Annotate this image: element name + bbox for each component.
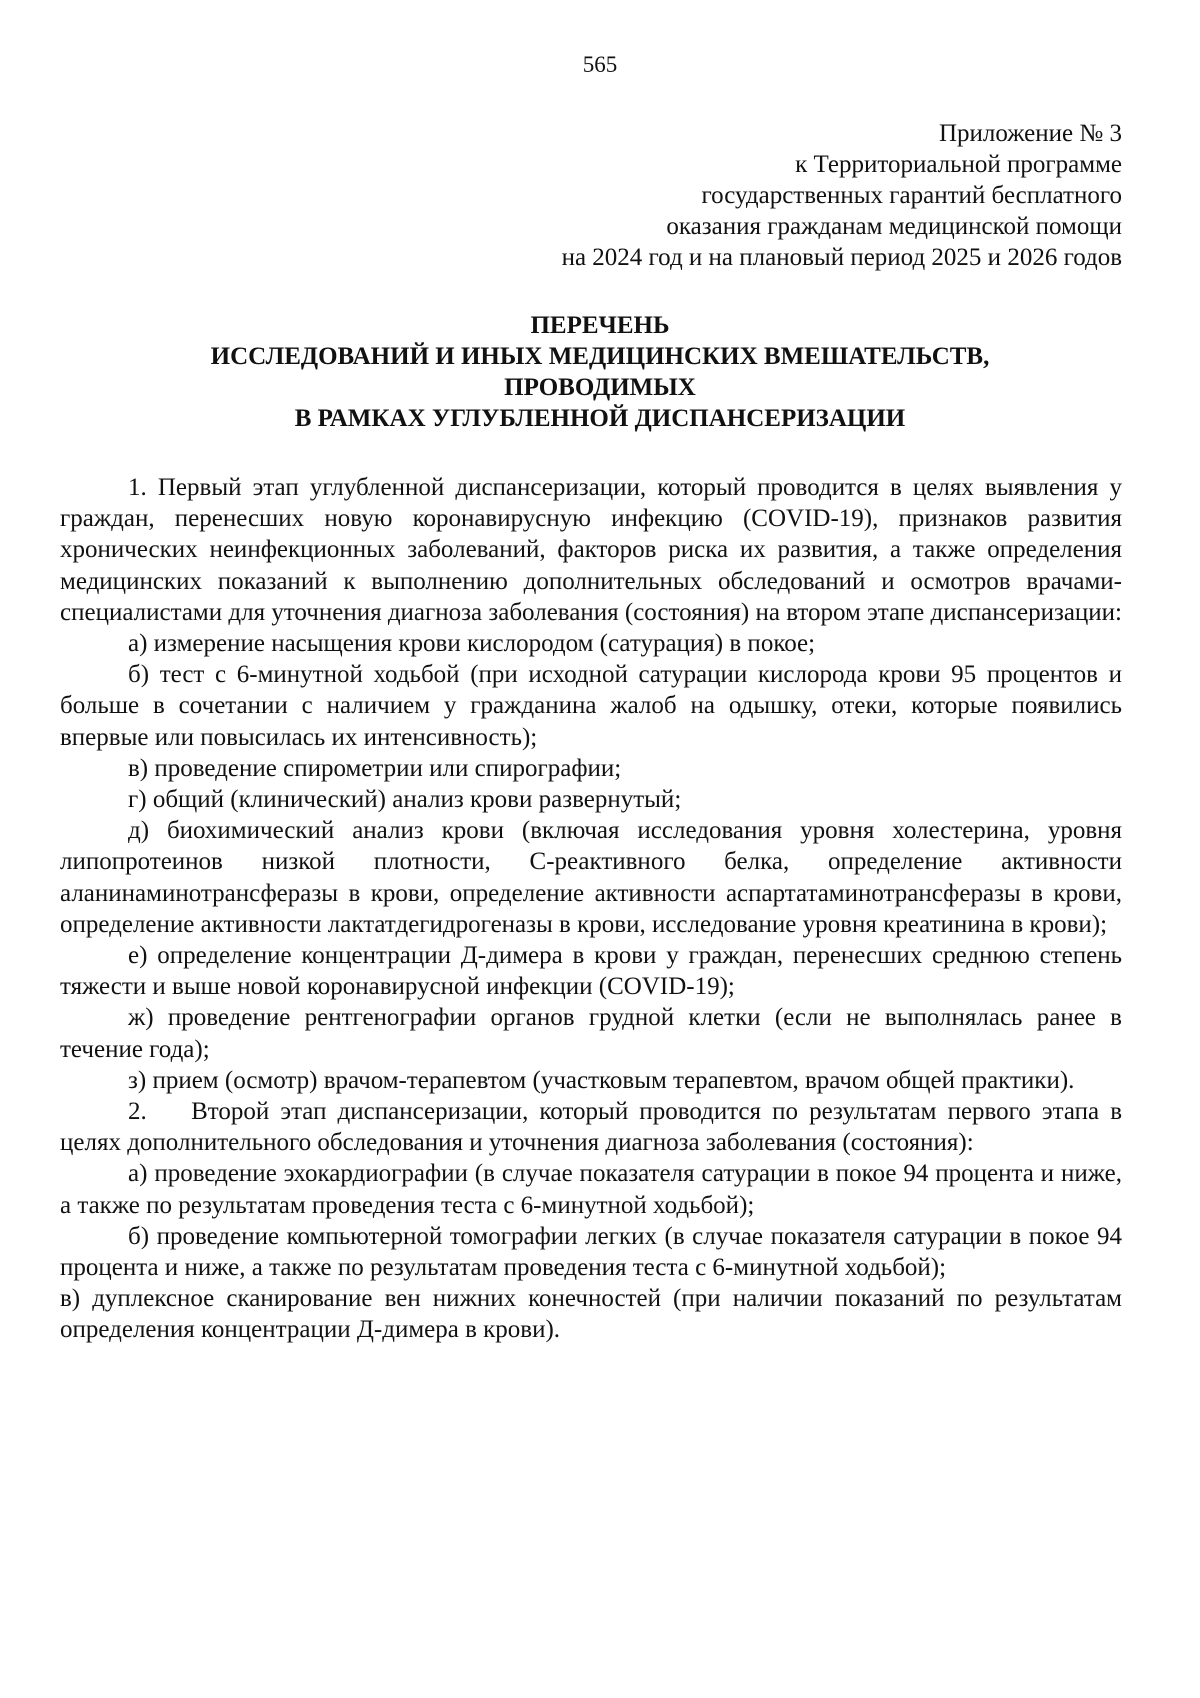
list-item-1e: д) биохимический анализ крови (включая исследования уровня холестерина, уровня липопротеинов низкой плотности, С-реактивного белка, определение активности аланинаминотрансферазы в крови, определение активности аспартатаминотрансферазы в крови, определение активности лактатдегидрогеназы в крови, исследование уровня креатинина в крови);: [60, 817, 1122, 938]
paragraph-stage-2: 2. Второй этап диспансеризации, который проводится по результатам первого этапа в целях дополнительного обследования и уточнения диагноза заболевания (состояния):: [60, 1098, 1129, 1157]
title-line: ИССЛЕДОВАНИЙ И ИНЫХ МЕДИЦИНСКИХ ВМЕШАТЕЛЬСТВ,: [210, 343, 990, 370]
list-item-2b: б) проведение компьютерной томографии легких (в случае показателя сатурации в покое 94 процента и ниже, а также по результатам проведения теста с 6-минутной ходьбой);: [60, 1222, 1122, 1282]
list-item-2a: а) проведение эхокардиографии (в случае показателя сатурации в покое 94 процента и ниже, а также по результатам проведения теста с 6-минутной ходьбой);: [60, 1160, 1122, 1219]
title-line: В РАМКАХ УГЛУБЛЕННОЙ ДИСПАНСЕРИЗАЦИИ: [294, 405, 906, 432]
appendix-line: Приложение № 3: [938, 120, 1122, 147]
title-line: ПРОВОДИМЫХ: [504, 374, 696, 401]
page-number: 565: [582, 52, 618, 77]
document-title: [0, 310, 1200, 434]
appendix-line: на 2024 год и на плановый период 2025 и 2026 годов: [561, 244, 1122, 271]
paragraph-stage-1: 1. Первый этап углубленной диспансеризации, который проводится в целях выявления у граждан, перенесших новую коронавирусную инфекцию (COVID-19), признаков развития хронических неинфекционных заболеваний, факторов риска их развития, а также определения медицинских показаний к выполнению дополнительных обследований и осмотров врачами-специалистами для уточнения диагноза заболевания (состояния) на втором этапе диспансеризации:: [60, 474, 1122, 626]
list-item-1a: а) измерение насыщения крови кислородом (сатурация) в покое;: [128, 630, 816, 658]
list-item-1c: в) проведение спирометрии или спирографии;: [128, 754, 622, 782]
list-item-1h: з) прием (осмотр) врачом-терапевтом (участковым терапевтом, врачом общей практики).: [128, 1066, 1075, 1094]
document-body: [60, 472, 1129, 1346]
list-item-1d: г) общий (клинический) анализ крови развернутый;: [128, 786, 682, 814]
list-item-1f: е) определение концентрации Д-димера в крови у граждан, перенесших среднюю степень тяжести и выше новой коронавирусной инфекции (COVID-19);: [60, 942, 1122, 1001]
list-item-1g: ж) проведение рентгенографии органов грудной клетки (если не выполнялась ранее в течение года);: [60, 1004, 1122, 1063]
list-item-2c: в) дуплексное сканирование вен нижних конечностей (при наличии показаний по результатам определения концентрации Д-димера в крови).: [60, 1285, 1122, 1344]
title-line: ПЕРЕЧЕНЬ: [530, 312, 670, 339]
appendix-line: государственных гарантий бесплатного: [701, 182, 1122, 209]
appendix-header: [562, 118, 1122, 273]
list-item-1b: б) тест с 6-минутной ходьбой (при исходной сатурации кислорода крови 95 процентов и больше в сочетании с наличием у гражданина жалоб на одышку, отеки, которые появились впервые или повысилась их интенсивность);: [60, 661, 1122, 751]
appendix-line: к Территориальной программе: [795, 151, 1122, 178]
appendix-line: оказания гражданам медицинской помощи: [666, 213, 1122, 240]
